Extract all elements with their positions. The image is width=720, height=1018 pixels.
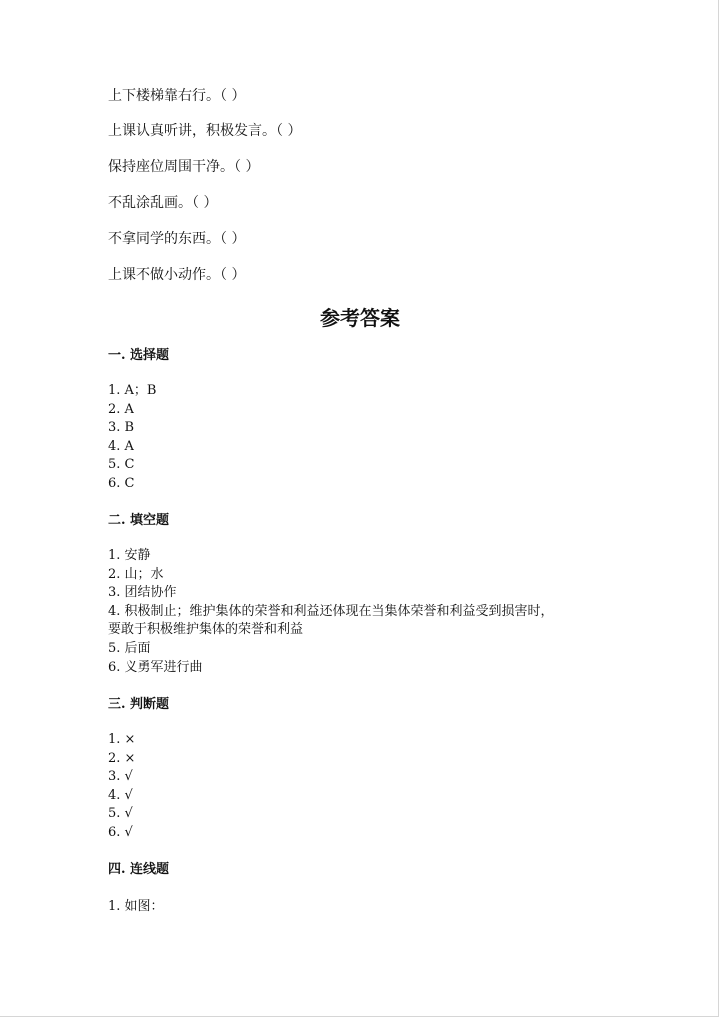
answer-item: 1. 如图： [108, 899, 164, 914]
answer-list-matching [108, 898, 164, 917]
statement-4: 不乱涂乱画。（ ） [108, 195, 218, 211]
answer-item: 5. 后面 [108, 640, 151, 656]
statement-3: 保持座位周围干净。（ ） [108, 159, 260, 175]
answer-item: 3. √ [108, 769, 133, 785]
answer-item: 3. 团结协作 [108, 585, 177, 601]
answer-list-choice [108, 382, 156, 494]
answer-item: 1. 安静 [108, 548, 151, 563]
answer-item: 4. 积极制止；维护集体的荣誉和利益还体现在当集体荣誉和利益受到损害时， [108, 603, 554, 619]
statement-5: 不拿同学的东西。（ ） [108, 231, 246, 247]
answer-item: 5. C [108, 457, 135, 473]
answer-item: 2. 山；水 [108, 566, 164, 582]
section-heading-fill-blank: 二. 填空题 [108, 513, 170, 528]
statement-6: 上课不做小动作。（ ） [108, 267, 246, 283]
answer-key-title: 参考答案 [320, 306, 400, 330]
statement-1: 上下楼梯靠右行。（ ） [108, 88, 246, 104]
statement-2: 上课认真听讲，积极发言。（ ） [108, 123, 302, 139]
section-heading-choice: 一. 选择题 [108, 348, 170, 363]
answer-item: 2. A [108, 401, 134, 417]
answer-item: 4. √ [108, 787, 133, 803]
section-heading-matching: 四. 连线题 [108, 862, 170, 877]
answer-item: 3. B [108, 420, 135, 436]
answer-item: 2. × [108, 750, 136, 766]
answer-item: 6. √ [108, 824, 133, 840]
section-heading-true-false: 三. 判断题 [108, 697, 170, 712]
answer-list-fill-blank [108, 547, 554, 677]
answer-item: 1. × [108, 732, 136, 747]
answer-item: 4. A [108, 438, 134, 454]
answer-item: 5. √ [108, 806, 133, 822]
answer-item: 1. A；B [108, 383, 157, 398]
answer-item: 6. C [108, 475, 135, 491]
answer-item-continued: 要敢于积极维护集体的荣誉和利益 [108, 622, 304, 638]
answer-list-true-false [108, 731, 135, 843]
answer-item: 6. 义勇军进行曲 [108, 659, 203, 675]
